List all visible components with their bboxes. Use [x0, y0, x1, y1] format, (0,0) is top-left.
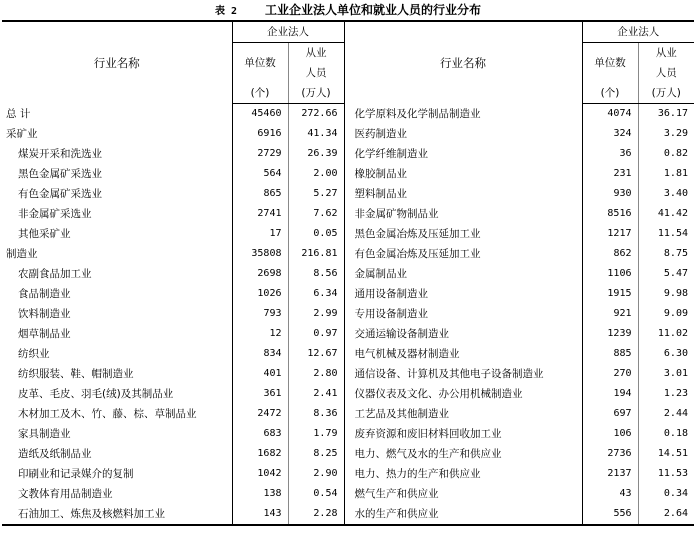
left-employee-count: 2.28: [288, 504, 344, 525]
right-unit-count: 231: [613, 168, 632, 179]
left-unit-count: 2472: [257, 408, 282, 419]
left-unit-count: 1042: [257, 468, 282, 479]
right-industry-name: 塑料制品业: [344, 184, 582, 204]
left-industry-name: 印刷业和记录媒介的复制: [2, 464, 232, 484]
right-unit-count: 1217: [607, 228, 632, 239]
right-industry-name: 化学纤维制造业: [344, 144, 582, 164]
right-emp-unit: (万人): [638, 83, 694, 104]
right-employee-count: 0.82: [638, 144, 694, 164]
left-industry-name: 采矿业: [2, 124, 232, 144]
right-unit-count: 862: [613, 248, 632, 259]
left-unit-count: 12: [269, 328, 282, 339]
left-unit-count: 45460: [251, 108, 282, 119]
left-unit-count: 143: [232, 504, 288, 525]
left-unit-count: 35808: [251, 248, 282, 259]
right-industry-name: 废弃资源和废旧材料回收加工业: [344, 424, 582, 444]
left-unit-count: 138: [263, 488, 282, 499]
left-employee-count: 7.62: [288, 204, 344, 224]
left-unit-count: 2741: [257, 208, 282, 219]
right-unit-count: 2137: [607, 468, 632, 479]
left-emp-unit: (万人): [288, 83, 344, 104]
header-row-group: [2, 21, 694, 43]
left-group-header: 企业法人: [232, 21, 344, 43]
table-row: [2, 424, 694, 444]
left-employee-count: 2.90: [288, 464, 344, 484]
table-row: [2, 384, 694, 404]
table-row: [2, 304, 694, 324]
right-industry-name: 非金属矿物制品业: [344, 204, 582, 224]
left-industry-name: 饮料制造业: [2, 304, 232, 324]
right-employee-count: 41.42: [638, 204, 694, 224]
left-industry-name: 造纸及纸制品业: [2, 444, 232, 464]
table-row: [2, 104, 694, 125]
right-employee-count: 36.17: [638, 104, 694, 125]
right-industry-name: 交通运输设备制造业: [344, 324, 582, 344]
right-employee-count: 14.51: [638, 444, 694, 464]
left-employee-count: 272.66: [288, 104, 344, 125]
left-employee-count: 216.81: [288, 244, 344, 264]
table-row: [2, 404, 694, 424]
left-industry-name: 煤炭开采和洗选业: [2, 144, 232, 164]
right-employee-count: 3.40: [638, 184, 694, 204]
right-unit-count: 556: [582, 504, 638, 525]
right-unit-count: 1915: [607, 288, 632, 299]
right-employee-count: 5.47: [638, 264, 694, 284]
left-unit-count: 564: [263, 168, 282, 179]
left-industry-name: 制造业: [2, 244, 232, 264]
right-industry-name: 水的生产和供应业: [344, 504, 582, 525]
right-unit-count: 194: [613, 388, 632, 399]
left-unit-count: 1682: [257, 448, 282, 459]
right-industry-name: 金属制品业: [344, 264, 582, 284]
table-row: [2, 364, 694, 384]
left-industry-name: 石油加工、炼焦及核燃料加工业: [2, 504, 232, 525]
table-row: [2, 184, 694, 204]
left-emp-header-1: 从业: [288, 43, 344, 64]
left-employee-count: 0.97: [288, 324, 344, 344]
left-employee-count: 12.67: [288, 344, 344, 364]
left-industry-name: 黑色金属矿采选业: [2, 164, 232, 184]
right-industry-header: 行业名称: [344, 21, 582, 104]
left-industry-name: 其他采矿业: [2, 224, 232, 244]
left-industry-name: 有色金属矿采选业: [2, 184, 232, 204]
left-unit-count: 1026: [257, 288, 282, 299]
table-title: 工业企业法人单位和就业人员的行业分布: [265, 3, 482, 17]
right-industry-name: 燃气生产和供应业: [344, 484, 582, 504]
right-emp-header-2: 人员: [638, 63, 694, 83]
left-employee-count: 8.25: [288, 444, 344, 464]
left-employee-count: 0.54: [288, 484, 344, 504]
right-units-header: 单位数: [594, 57, 626, 69]
table-row: [2, 164, 694, 184]
left-industry-name: 农副食品加工业: [2, 264, 232, 284]
left-unit-count: 17: [269, 228, 282, 239]
right-industry-name: 医药制造业: [344, 124, 582, 144]
table-number: 表 2: [214, 6, 238, 17]
left-industry-name: 非金属矿采选业: [2, 204, 232, 224]
table-row: [2, 464, 694, 484]
right-employee-count: 9.09: [638, 304, 694, 324]
right-employee-count: 2.44: [638, 404, 694, 424]
left-unit-count: 683: [263, 428, 282, 439]
right-unit-count: 921: [613, 308, 632, 319]
table-row: [2, 264, 694, 284]
right-unit-count: 106: [613, 428, 632, 439]
left-unit-count: 865: [263, 188, 282, 199]
left-emp-header-2: 人员: [288, 63, 344, 83]
left-industry-name: 烟草制品业: [2, 324, 232, 344]
right-employee-count: 1.23: [638, 384, 694, 404]
right-unit-count: 270: [613, 368, 632, 379]
left-unit-count: 361: [263, 388, 282, 399]
table-row: [2, 204, 694, 224]
table-row: [2, 224, 694, 244]
right-industry-name: 电力、燃气及水的生产和供应业: [344, 444, 582, 464]
table-row: [2, 444, 694, 464]
left-employee-count: 2.41: [288, 384, 344, 404]
right-industry-name: 工艺品及其他制造业: [344, 404, 582, 424]
right-employee-count: 0.18: [638, 424, 694, 444]
right-unit-count: 324: [613, 128, 632, 139]
left-industry-name: 木材加工及木、竹、藤、棕、草制品业: [2, 404, 232, 424]
right-unit-count: 1239: [607, 328, 632, 339]
right-employee-count: 11.54: [638, 224, 694, 244]
left-unit-count: 834: [263, 348, 282, 359]
right-unit-count: 43: [619, 488, 632, 499]
left-industry-header: 行业名称: [2, 21, 232, 104]
left-industry-name: 文教体育用品制造业: [2, 484, 232, 504]
left-employee-count: 1.79: [288, 424, 344, 444]
left-employee-count: 2.80: [288, 364, 344, 384]
table-caption: [0, 0, 696, 20]
right-group-header: 企业法人: [582, 21, 694, 43]
table-row: [2, 144, 694, 164]
right-industry-name: 电气机械及器材制造业: [344, 344, 582, 364]
left-employee-count: 2.99: [288, 304, 344, 324]
right-unit-count: 885: [613, 348, 632, 359]
right-unit-count: 697: [613, 408, 632, 419]
left-employee-count: 8.56: [288, 264, 344, 284]
left-industry-name: 皮革、毛皮、羽毛(绒)及其制品业: [2, 384, 232, 404]
right-employee-count: 8.75: [638, 244, 694, 264]
left-industry-name: 食品制造业: [2, 284, 232, 304]
table-row: [2, 504, 694, 525]
left-unit-count: 6916: [257, 128, 282, 139]
right-units-unit: (个): [582, 83, 638, 104]
left-employee-count: 5.27: [288, 184, 344, 204]
right-industry-name: 专用设备制造业: [344, 304, 582, 324]
right-unit-count: 1106: [607, 268, 632, 279]
right-industry-name: 通信设备、计算机及其他电子设备制造业: [344, 364, 582, 384]
left-unit-count: 401: [263, 368, 282, 379]
table-row: [2, 344, 694, 364]
left-employee-count: 26.39: [288, 144, 344, 164]
right-employee-count: 9.98: [638, 284, 694, 304]
left-employee-count: 8.36: [288, 404, 344, 424]
table-row: [2, 124, 694, 144]
left-unit-count: 793: [263, 308, 282, 319]
left-industry-name: 总 计: [2, 104, 232, 125]
right-unit-count: 36: [619, 148, 632, 159]
table-row: [2, 484, 694, 504]
right-industry-name: 化学原料及化学制品制造业: [344, 104, 582, 125]
left-employee-count: 6.34: [288, 284, 344, 304]
right-unit-count: 8516: [607, 208, 632, 219]
right-unit-count: 2736: [607, 448, 632, 459]
table-row: [2, 244, 694, 264]
left-units-header: 单位数: [244, 57, 276, 69]
right-employee-count: 0.34: [638, 484, 694, 504]
left-industry-name: 家具制造业: [2, 424, 232, 444]
right-unit-count: 930: [613, 188, 632, 199]
industry-distribution-table: [2, 20, 694, 526]
right-industry-name: 橡胶制品业: [344, 164, 582, 184]
right-industry-name: 有色金属冶炼及压延加工业: [344, 244, 582, 264]
table-row: [2, 324, 694, 344]
right-industry-name: 黑色金属冶炼及压延加工业: [344, 224, 582, 244]
right-employee-count: 3.29: [638, 124, 694, 144]
left-unit-count: 2698: [257, 268, 282, 279]
right-emp-header-1: 从业: [638, 43, 694, 64]
left-unit-count: 2729: [257, 148, 282, 159]
left-industry-name: 纺织业: [2, 344, 232, 364]
left-industry-name: 纺织服装、鞋、帽制造业: [2, 364, 232, 384]
right-employee-count: 1.81: [638, 164, 694, 184]
right-employee-count: 2.64: [638, 504, 694, 525]
left-employee-count: 41.34: [288, 124, 344, 144]
right-unit-count: 4074: [607, 108, 632, 119]
right-industry-name: 仪器仪表及文化、办公用机械制造业: [344, 384, 582, 404]
left-units-unit: (个): [232, 83, 288, 104]
table-body: [2, 104, 694, 526]
right-employee-count: 11.02: [638, 324, 694, 344]
left-employee-count: 2.00: [288, 164, 344, 184]
right-employee-count: 6.30: [638, 344, 694, 364]
right-industry-name: 通用设备制造业: [344, 284, 582, 304]
table-row: [2, 284, 694, 304]
right-industry-name: 电力、热力的生产和供应业: [344, 464, 582, 484]
right-employee-count: 3.01: [638, 364, 694, 384]
right-employee-count: 11.53: [638, 464, 694, 484]
left-employee-count: 0.05: [288, 224, 344, 244]
